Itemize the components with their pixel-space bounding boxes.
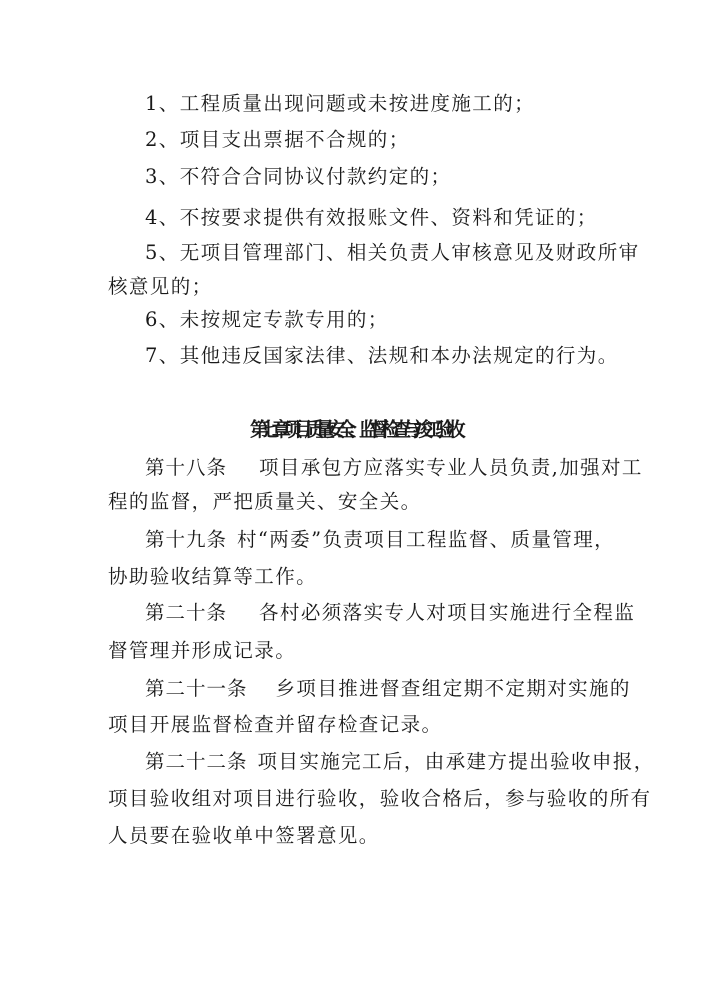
article-text: 协助验收结算等工作。 [108,565,318,588]
article-label: 第十八条 [145,456,228,479]
list-item: 3、不符合合同协议付款约定的； [145,165,452,188]
chapter-heading [0,418,707,442]
article-text: 程的监督，严把质量关、安全关。 [108,490,422,513]
list-item: 2、项目支出票据不合规的； [145,128,410,151]
article-label: 第二十一条 [145,677,248,700]
article-label: 第二十条 [145,601,228,624]
article-label: 第二十二条 [145,750,248,773]
list-item: 5、无项目管理部门、相关负责人审核意见及财政所审 [145,241,640,264]
article-text: 人员要在验收单中签署意见。 [108,824,380,847]
list-item: 7、其他违反国家法律、法规和本办法规定的行为。 [145,344,619,367]
list-item: 6、未按规定专款专用的； [145,308,389,331]
list-item: 4、不按要求提供有效报账文件、资料和凭证的； [145,206,598,229]
chapter-title: 项目质量安全、监督检查与竣工验收 [282,418,458,441]
article-text: 各村必须落实专人对项目实施进行全程监 [259,601,636,624]
article-text: 村“两委”负责项目工程监督、质量管理， [237,528,616,551]
article-text: 项目验收组对项目进行验收，验收合格后，参与验收的所有 [108,787,652,810]
article-text: 项目实施完工后，由承建方提出验收申报， [257,750,655,773]
list-item: 1、工程质量出现问题或未按进度施工的； [145,92,536,115]
article-text: 督管理并形成记录。 [108,639,297,662]
list-item-continuation: 核意见的； [108,275,213,298]
article-text: 乡项目推进督查组定期不定期对实施的 [275,677,631,700]
article-label: 第十九条 [145,528,228,551]
chapter-number: 第七章 [249,418,283,441]
article-text: 项目承包方应落实专业人员负责,加强对工 [259,456,643,479]
article-text: 项目开展监督检查并留存检查记录。 [108,713,443,736]
